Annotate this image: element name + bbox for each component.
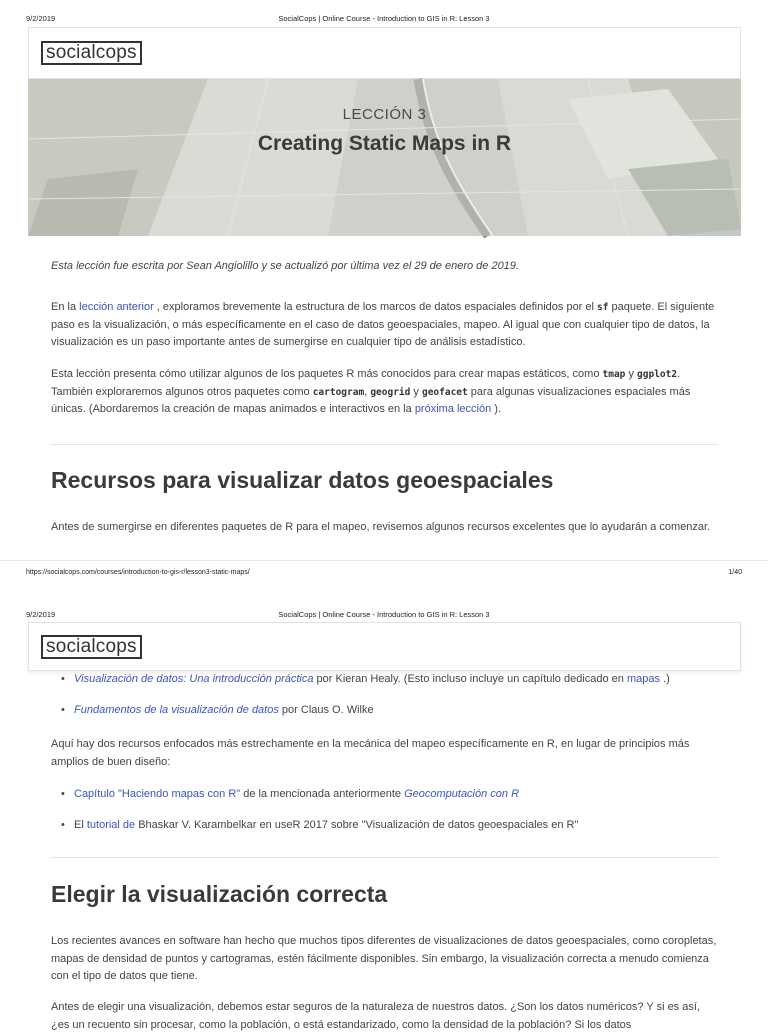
list-item xyxy=(51,671,719,688)
text: y xyxy=(410,385,422,398)
site-header-sticky xyxy=(28,622,741,671)
text: , exploramos brevemente la estructura de los marcos de datos espaciales definidos por el xyxy=(153,301,598,313)
resource-list-1 xyxy=(51,671,719,733)
text: , xyxy=(364,385,371,398)
text: .) xyxy=(660,673,670,685)
resources-paragraph-2-text: Aquí hay dos recursos enfocados más estrechamente en la mecánica del mapeo específicamente en R, en lugar de principios más amplios de buen diseño: xyxy=(51,738,690,768)
code-tmap: tmap xyxy=(602,369,626,380)
tutorial-link[interactable]: tutorial de xyxy=(86,819,136,831)
intro-paragraph-2 xyxy=(51,366,719,419)
text: para algunas visualizaciones espaciales más únicas. (Abordaremos la creación de mapas animados e interactivos en la xyxy=(51,385,691,415)
lesson-title: Creating Static Maps in R xyxy=(257,132,512,155)
text: por Claus O. Wilke xyxy=(278,704,374,716)
visualization-paragraph-1 xyxy=(51,933,719,986)
print-header-page2 xyxy=(0,606,768,620)
print-date: 9/2/2019 xyxy=(26,610,56,619)
list-item xyxy=(51,702,719,719)
geocomputation-link[interactable]: Geocomputación con R xyxy=(404,788,520,800)
text: Esta lección presenta cómo utilizar algunos de los paquetes R más conocidos para crear mapas estáticos, como xyxy=(51,368,603,380)
resource-link-wilke[interactable]: Fundamentos de la visualización de datos xyxy=(74,704,279,716)
code-geofacet: geofacet xyxy=(421,386,468,398)
print-doc-title: SocialCops | Online Course - Introduction to GIS in R: Lesson 3 xyxy=(278,14,490,23)
text: por Kieran Healy. (Esto incluso incluye un capítulo dedicado en xyxy=(313,673,627,685)
section-divider xyxy=(51,444,718,445)
text: Bhaskar V. Karambelkar en useR 2017 sobre "Visualización de datos geoespaciales en R" xyxy=(135,819,579,831)
section-heading-visualization: Elegir la visualización correcta xyxy=(51,881,388,907)
resource-link-healy[interactable]: Visualización de datos: Una introducción práctica xyxy=(74,673,314,685)
lesson-hero xyxy=(28,79,741,236)
text: y xyxy=(625,368,638,380)
resources-intro-text: Antes de sumergirse en diferentes paquetes de R para el mapeo, revisemos algunos recursos excelentes que lo ayudarán a comenzar. xyxy=(51,521,711,533)
text: ). xyxy=(491,403,502,415)
site-header xyxy=(28,27,741,79)
text: paquete. El siguiente paso es la visualización, o más específicamente en el caso de datos geoespaciales, mapeo. Al igual que con cualquier tipo de datos, la visualización es un paso importante antes de sumergirse en cualquier tipo de análisis estadístico. xyxy=(51,301,715,348)
previous-lesson-link[interactable]: lección anterior xyxy=(79,301,154,313)
socialcops-logo[interactable]: socialcops xyxy=(41,635,142,659)
resources-intro xyxy=(51,519,719,537)
visualization-paragraph-1-text: Los recientes avances en software han hecho que muchos tipos diferentes de visualizaciones de datos geoespaciales, como coropletas, mapas de densidad de puntos y cartogramas, estén fácilmente disponibles. Sin embargo, la visualización correcta a menudo comienza con el tipo de datos que tiene. xyxy=(51,935,717,982)
code-sf: sf xyxy=(597,302,609,313)
lesson-kicker: LECCIÓN 3 xyxy=(342,106,427,123)
byline xyxy=(51,258,719,276)
visualization-paragraph-2-text: Antes de elegir una visualización, debemos estar seguros de la naturaleza de nuestros datos. ¿Son los datos numéricos? Y si es así, ¿es un recuento sin procesar, como la población, o está estandarizado, como la densidad de la población? Si los datos xyxy=(51,1001,700,1031)
visualization-paragraph-2 xyxy=(51,999,719,1034)
text: . También exploraremos algunos otros paquetes como xyxy=(51,368,681,398)
list-item xyxy=(51,817,719,834)
print-doc-title: SocialCops | Online Course - Introduction to GIS in R: Lesson 3 xyxy=(278,610,490,619)
text: de la mencionada anteriormente xyxy=(240,788,405,800)
print-page-number: 1/40 xyxy=(728,569,742,576)
intro-paragraph-1 xyxy=(51,299,719,352)
print-date: 9/2/2019 xyxy=(26,14,56,23)
section-heading-resources: Recursos para visualizar datos geoespaciales xyxy=(51,467,554,493)
code-cartogram: cartogram xyxy=(312,386,365,398)
page-break-line xyxy=(0,560,768,561)
resources-paragraph-2 xyxy=(51,736,719,771)
text: El xyxy=(74,819,87,831)
making-maps-chapter-link[interactable]: Capítulo "Haciendo mapas con R" xyxy=(74,788,241,800)
maps-chapter-link[interactable]: mapas xyxy=(626,673,661,685)
socialcops-logo[interactable]: socialcops xyxy=(41,41,142,65)
list-item xyxy=(51,786,719,803)
code-ggplot2: ggplot2 xyxy=(637,369,678,380)
code-geogrid: geogrid xyxy=(370,386,411,398)
section-divider xyxy=(51,857,718,858)
next-lesson-link[interactable]: próxima lección xyxy=(414,403,492,415)
text: En la xyxy=(51,301,80,313)
print-header-page1 xyxy=(0,10,768,24)
resource-list-2 xyxy=(51,786,719,848)
byline-text: Esta lección fue escrita por Sean Angiolillo y se actualizó por última vez el 29 de enero de 2019. xyxy=(51,260,519,272)
print-url: https://socialcops.com/courses/introduction-to-gis-r/lesson3-static-maps/ xyxy=(26,569,250,576)
